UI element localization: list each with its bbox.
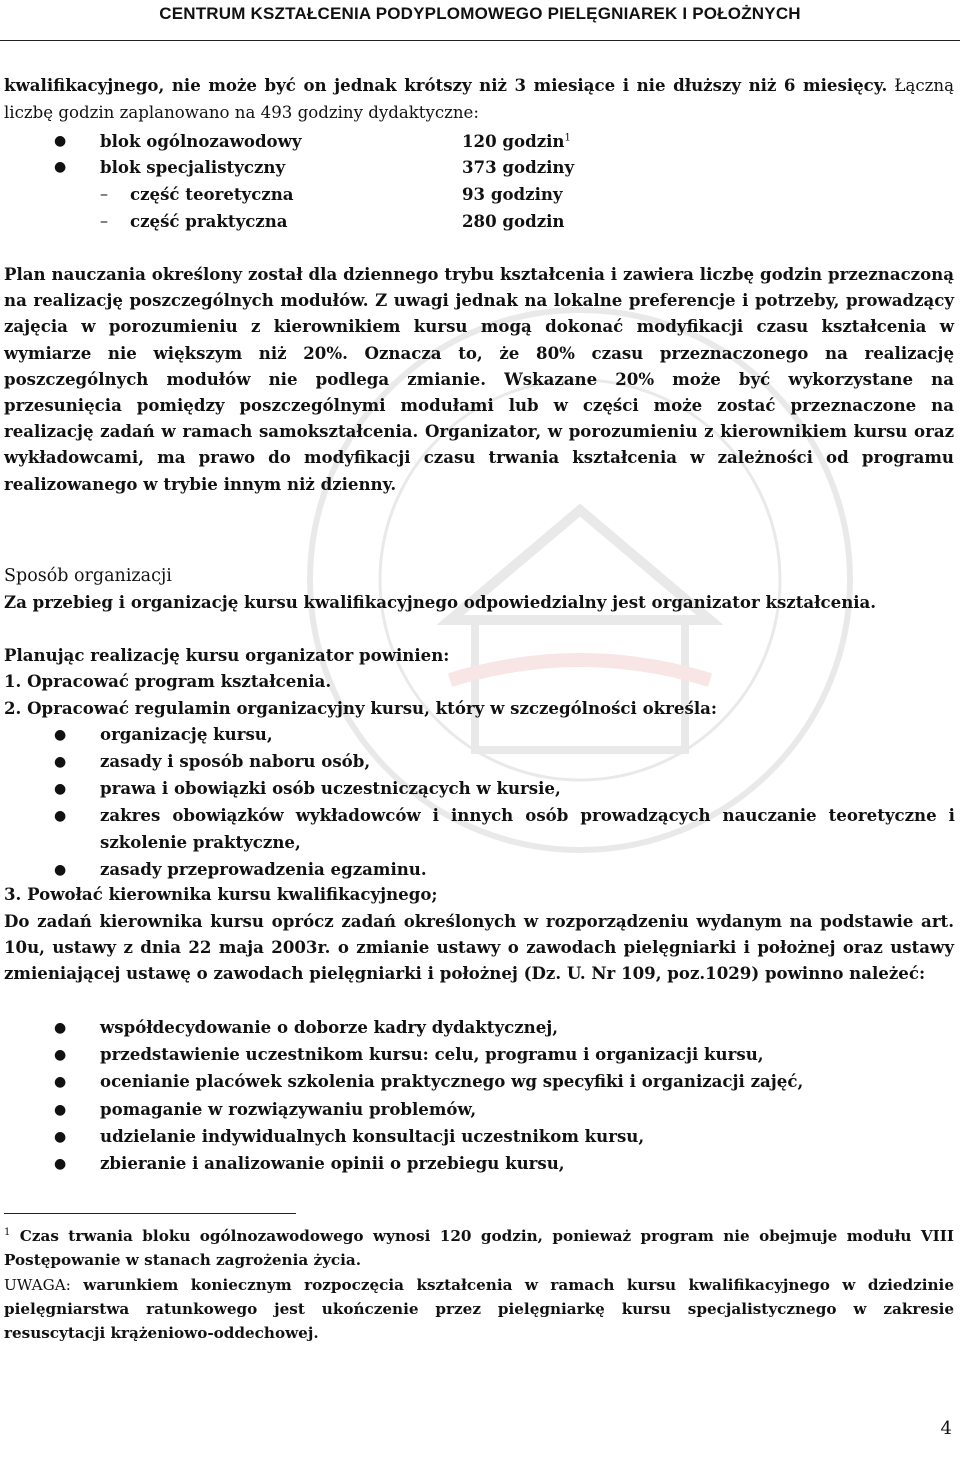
intro-normal-text: Łączną liczbę godzin zaplanowano na 493 godziny dydaktyczne: [4, 76, 954, 123]
bullet-icon: ● [54, 808, 67, 824]
bullet-icon: ● [54, 862, 67, 878]
intro-paragraph [4, 72, 954, 126]
footnote-ref: 1 [564, 132, 571, 144]
section-paragraph-2: Planując realizację kursu organizator powinien: [4, 645, 450, 665]
note [4, 1273, 954, 1345]
bullet-icon: ● [54, 133, 67, 149]
hours-value: 373 godziny [462, 157, 575, 177]
footnote-divider [4, 1213, 296, 1214]
hours-value-text: 120 godzin [462, 131, 565, 151]
note-label: UWAGA: [4, 1276, 71, 1294]
list-item: zbieranie i analizowanie opinii o przebiegu kursu, [100, 1153, 565, 1173]
bullet-icon: ● [54, 1129, 67, 1145]
header-divider [0, 40, 960, 41]
footnote-text: Czas trwania bloku ogólnozawodowego wynosi 120 godzin, ponieważ program nie obejmuje modułu VIII Postępowanie w stanach zagrożenia życia. [4, 1227, 954, 1269]
footnote-marker: 1 [4, 1226, 11, 1238]
page-number: 4 [940, 1418, 952, 1439]
dash-icon: – [100, 211, 108, 230]
list-item: udzielanie indywidualnych konsultacji uczestnikom kursu, [100, 1126, 645, 1146]
list-item: zasady przeprowadzenia egzaminu. [100, 859, 427, 879]
note-text: warunkiem koniecznym rozpoczęcia kształcenia w ramach kursu kwalifikacyjnego w dziedzinie pielęgniarstwa ratunkowego jest ukończenie przez pielęgniarkę kursu specjalistycznego w zakresie resuscytacji krążeniowo-oddechowej. [4, 1276, 954, 1342]
section-heading: Sposób organizacji [4, 566, 172, 586]
section-paragraph-1: Za przebieg i organizację kursu kwalifikacyjnego odpowiedzialny jest organizator kształcenia. [4, 592, 877, 612]
step-2: 2. Opracować regulamin organizacyjny kursu, który w szczególności określa: [4, 698, 717, 718]
bullet-icon: ● [54, 781, 67, 797]
step-1: 1. Opracować program kształcenia. [4, 671, 332, 691]
list-item: pomaganie w rozwiązywaniu problemów, [100, 1099, 477, 1119]
list-item: organizację kursu, [100, 724, 273, 744]
plan-paragraph: Plan nauczania określony został dla dziennego trybu kształcenia i zawiera liczbę godzin przeznaczoną na realizację poszczególnych modułów. Z uwagi jednak na lokalne preferencje i potrzeby, prowadzący zajęcia w porozumieniu z kierownikiem kursu mogą dokonać modyfikacji czasu kształcenia w wymiarze nie większym niż 20%. Oznacza to, że 80% czasu przeznaczonego na realizację poszczególnych modułów nie podlega zmianie. Wskazane 20% może być wykorzystane na przesunięcia pomiędzy poszczególnymi modułami lub w części może zostać przeznaczone na realizację zadań w ramach samokształcenia. Organizator, w porozumieniu z kierownikiem kursu oraz wykładowcami, ma prawo do modyfikacji czasu trwania kształcenia w zależności od programu realizowanego w trybie innym niż dzienny. [4, 264, 954, 494]
hours-value: 280 godzin [462, 211, 565, 231]
bullet-icon: ● [54, 1156, 67, 1172]
page-header: CENTRUM KSZTAŁCENIA PODYPLOMOWEGO PIELĘGNIAREK I POŁOŻNYCH [159, 4, 801, 23]
hours-label: część teoretyczna [130, 184, 294, 204]
bullet-icon: ● [54, 159, 67, 175]
bullet-icon: ● [54, 1047, 67, 1063]
bullet-icon: ● [54, 754, 67, 770]
section-paragraph-3: Do zadań kierownika kursu oprócz zadań określonych w rozporządzeniu wydanym na podstawie art. 10u, ustawy z dnia 22 maja 2003r. o zmianie ustawy o zawodach pielęgniarki i położnej oraz ustawy zmieniającej ustawę o zawodach pielęgniarki i położnej (Dz. U. Nr 109, poz.1029) powinno należeć: [4, 911, 954, 984]
bullet-icon: ● [54, 1074, 67, 1090]
dash-icon: – [100, 184, 108, 203]
bullet-icon: ● [54, 1102, 67, 1118]
hours-value: 93 godziny [462, 184, 563, 204]
intro-bold-text: kwalifikacyjnego, nie może być on jednak krótszy niż 3 miesiące i nie dłuższy niż 6 miesięcy. [4, 75, 888, 95]
list-item: współdecydowanie o doborze kadry dydaktycznej, [100, 1017, 559, 1037]
step-3: 3. Powołać kierownika kursu kwalifikacyjnego; [4, 884, 438, 904]
hours-value [462, 128, 571, 154]
list-item: przedstawienie uczestnikom kursu: celu, programu i organizacji kursu, [100, 1044, 764, 1064]
list-item: zakres obowiązków wykładowców i innych osób prowadzących nauczanie teoretyczne i szkolenie praktyczne, [100, 805, 955, 852]
hours-label: blok specjalistyczny [100, 157, 286, 177]
footnote [4, 1224, 954, 1272]
hours-label: blok ogólnozawodowy [100, 131, 302, 151]
hours-label: część praktyczna [130, 211, 288, 231]
list-item: ocenianie placówek szkolenia praktycznego wg specyfiki i organizacji zajęć, [100, 1071, 804, 1091]
list-item: prawa i obowiązki osób uczestniczących w kursie, [100, 778, 561, 798]
list-item: zasady i sposób naboru osób, [100, 751, 371, 771]
bullet-icon: ● [54, 1020, 67, 1036]
bullet-icon: ● [54, 727, 67, 743]
